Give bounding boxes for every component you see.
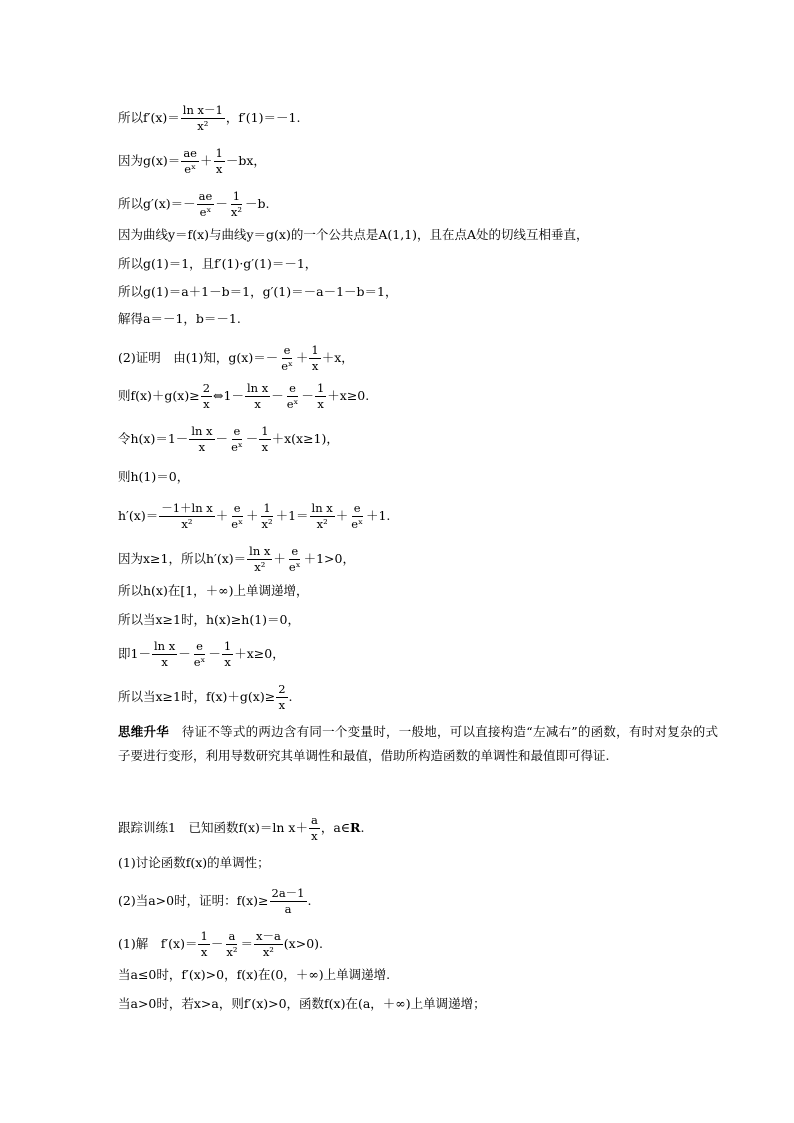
text: ＋ [295, 350, 309, 366]
text: ＋x， [321, 350, 354, 366]
fraction: $\frac{1}{x}$ [200, 929, 208, 960]
text: ＋ [335, 508, 349, 524]
line-3 [118, 190, 269, 219]
fraction: $\frac{\text{ln x}}{x}$ [246, 381, 269, 412]
text: －bx， [225, 153, 266, 169]
solution-line-1 [118, 930, 323, 959]
line-13 [118, 545, 355, 574]
text: ＋x≥0， [234, 646, 285, 662]
text: ＋1. [365, 508, 391, 524]
text: 所以f′(x)＝ [118, 110, 180, 126]
fraction: $\frac{2a-1}{a}$ [271, 886, 305, 917]
summary-text: 待证不等式的两边含有同一个变量时，一般地，可以直接构造“左减右”的函数，有时对复杂的式子要进行变形，利用导数研究其单调性和最值，借助所构造函数的单调性和最值即可得证. [118, 724, 718, 763]
text: ＋ [245, 508, 259, 524]
fraction: $\frac{a}{x}$ [310, 813, 318, 844]
line-6: 所以g(1)＝a＋1－b＝1，g′(1)＝－a－1－b＝1， [118, 284, 398, 299]
fraction: $\frac{e}{\text{eˣ}}$ [281, 343, 293, 374]
text: (2)当a>0时，证明：f(x)≥ [118, 893, 269, 909]
text: ⇔1－ [213, 388, 244, 404]
text: h′(x)＝ [118, 508, 159, 524]
line-5: 所以g(1)＝1，且f′(1)·g′(1)＝－1， [118, 256, 318, 271]
text: － [215, 431, 229, 447]
text: 因为g(x)＝ [118, 153, 181, 169]
text: ＋1>0， [303, 551, 355, 567]
text: (x>0). [283, 936, 323, 952]
line-9 [118, 382, 369, 411]
text: －b. [244, 196, 270, 212]
text: . [288, 689, 293, 705]
fraction: $\frac{\text{ln x－1}}{\text{x²}}$ [182, 103, 223, 134]
line-1 [118, 104, 300, 133]
fraction: $\frac{1}{x}$ [311, 343, 319, 374]
summary-label: 思维升华 [118, 724, 170, 739]
fraction: $\frac{e}{\text{eˣ}}$ [193, 639, 206, 670]
fraction: $\frac{e}{\text{eˣ}}$ [231, 424, 243, 455]
text: ＋ [215, 508, 229, 524]
text: 所以当x≥1时，f(x)＋g(x)≥ [118, 689, 276, 705]
fraction: $\frac{\text{ln x}}{\text{x²}}$ [311, 501, 333, 532]
exercise-title [118, 814, 364, 843]
fraction: $\frac{e}{\text{eˣ}}$ [231, 501, 243, 532]
exercise-part-2 [118, 887, 311, 916]
solution-line-3: 当a>0时，若x>a，则f′(x)>0，函数f(x)在(a，＋∞)上单调递增； [118, 996, 486, 1011]
line-17 [118, 683, 293, 712]
line-11: 则h(1)＝0， [118, 469, 190, 484]
solution-line-2: 当a≤0时，f′(x)>0，f(x)在(0，＋∞)上单调递增. [118, 967, 391, 982]
fraction: $\frac{1}{x}$ [261, 424, 269, 455]
text: ＝ [240, 936, 253, 952]
text: － [271, 388, 284, 404]
text: ＋x≥0. [327, 388, 370, 404]
fraction: $\frac{ae}{\text{eˣ}}$ [198, 189, 213, 220]
fraction: $\frac{\text{ln x}}{x}$ [153, 639, 176, 670]
text: － [208, 646, 221, 662]
text: R [350, 820, 361, 836]
line-15: 所以当x≥1时，h(x)≥h(1)＝0， [118, 612, 301, 627]
text: ＋1＝ [275, 508, 309, 524]
line-14: 所以h(x)在[1，＋∞)上单调递增， [118, 583, 309, 598]
text: ＋ [273, 551, 286, 567]
summary-paragraph [118, 720, 718, 768]
fraction: $\frac{e}{\text{eˣ}}$ [288, 544, 301, 575]
line-12 [118, 502, 390, 531]
fraction: $\frac{x-a}{\text{x²}}$ [255, 929, 281, 960]
text: 所以g′(x)＝－ [118, 196, 196, 212]
text: ＋x(x≥1)， [271, 431, 339, 447]
line-16 [118, 640, 285, 669]
fraction: $\frac{1}{x}$ [316, 381, 325, 412]
fraction: $\frac{e}{\text{eˣ}}$ [351, 501, 363, 532]
line-7: 解得a＝－1，b＝－1. [118, 311, 241, 326]
text: － [301, 388, 314, 404]
line-10 [118, 425, 339, 454]
line-8 [118, 344, 354, 373]
text: － [210, 936, 224, 952]
fraction: $\frac{e}{\text{eˣ}}$ [286, 381, 299, 412]
text: － [215, 196, 228, 212]
fraction: $\frac{1}{x}$ [215, 146, 223, 177]
fraction: $\frac{ae}{\text{eˣ}}$ [183, 146, 197, 177]
text: . [307, 893, 312, 909]
text: 令h(x)＝1－ [118, 431, 189, 447]
line-4: 因为曲线y＝f(x)与曲线y＝g(x)的一个公共点是A(1,1)，且在点A处的切线互相垂直， [118, 227, 589, 242]
text: ＋ [199, 153, 213, 169]
text: － [178, 646, 191, 662]
fraction: $\frac{1}{\text{x²}}$ [230, 189, 242, 220]
text: ，a∈ [320, 820, 351, 836]
text: (1)解 f′(x)＝ [118, 936, 198, 952]
text: . [360, 820, 365, 836]
fraction: $\frac{\text{－1＋ln x}}{\text{x²}}$ [161, 501, 213, 532]
text: 则f(x)＋g(x)≥ [118, 388, 200, 404]
fraction: $\frac{\text{ln x}}{x}$ [191, 424, 213, 455]
exercise-part-1: (1)讨论函数f(x)的单调性； [118, 855, 270, 870]
fraction: $\frac{1}{x}$ [223, 639, 232, 670]
text: 即1－ [118, 646, 151, 662]
text: 因为x≥1，所以h′(x)＝ [118, 551, 247, 567]
fraction: $\frac{2}{x}$ [278, 682, 286, 713]
fraction: $\frac{a}{\text{x²}}$ [226, 929, 238, 960]
fraction: $\frac{2}{x}$ [202, 381, 211, 412]
fraction: $\frac{1}{\text{x²}}$ [261, 501, 273, 532]
fraction: $\frac{\text{ln x}}{\text{x²}}$ [249, 544, 271, 575]
text: ，f′(1)＝－1. [225, 110, 301, 126]
text: － [245, 431, 259, 447]
text: 跟踪训练1 已知函数f(x)＝ln x＋ [118, 820, 308, 836]
text: (2)证明 由(1)知，g(x)＝－ [118, 350, 279, 366]
line-2 [118, 147, 266, 176]
